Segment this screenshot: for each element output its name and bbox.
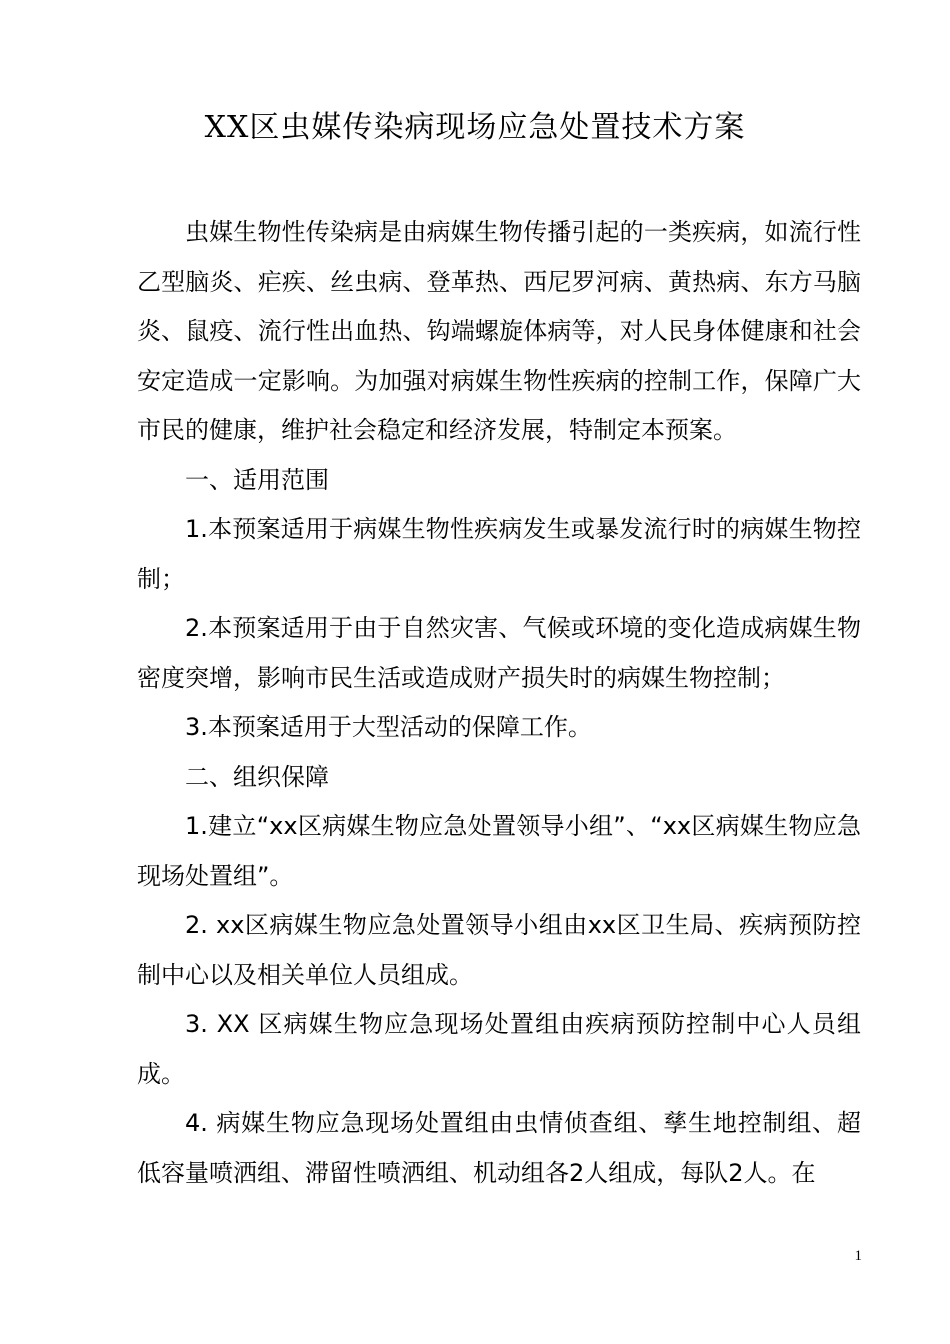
section-heading-organization: 二、组织保障 [185,762,329,791]
page-number: 1 [854,1248,862,1264]
document-body [137,208,861,1198]
paragraph-scope-1: 1.本预案适用于病媒生物性疾病发生或暴发流行时的病媒生物控制； [137,515,861,593]
paragraph-org-2: 2. xx区病媒生物应急处置领导小组由xx区卫生局、疾病预防控制中心以及相关单位人员组成。 [137,911,861,989]
paragraph-scope-2: 2.本预案适用于由于自然灾害、气候或环境的变化造成病媒生物密度突增，影响市民生活或造成财产损失时的病媒生物控制； [137,614,861,692]
paragraph-scope-3: 3.本预案适用于大型活动的保障工作。 [185,713,592,741]
paragraph-org-3: 3. XX 区病媒生物应急现场处置组由疾病预防控制中心人员组成。 [137,1010,861,1088]
paragraph-org-1: 1.建立“xx区病媒生物应急处置领导小组”、“xx区病媒生物应急现场处置组”。 [137,812,861,890]
paragraph-intro: 虫媒生物性传染病是由病媒生物传播引起的一类疾病，如流行性乙型脑炎、疟疾、丝虫病、登革热、西尼罗河病、黄热病、东方马脑炎、鼠疫、流行性出血热、钩端螺旋体病等，对人民身体健康和社会安定造成一定影响。为加强对病媒生物性疾病的控制工作，保障广大市民的健康，维护社会稳定和经济发展，特制定本预案。 [137,218,861,444]
section-heading-scope: 一、适用范围 [185,465,329,494]
paragraph-org-4: 4. 病媒生物应急现场处置组由虫情侦查组、孳生地控制组、超低容量喷洒组、滞留性喷洒组、机动组各2人组成，每队2人。在 [137,1109,861,1187]
document-title: XX区虫媒传染病现场应急处置技术方案 [204,110,746,145]
